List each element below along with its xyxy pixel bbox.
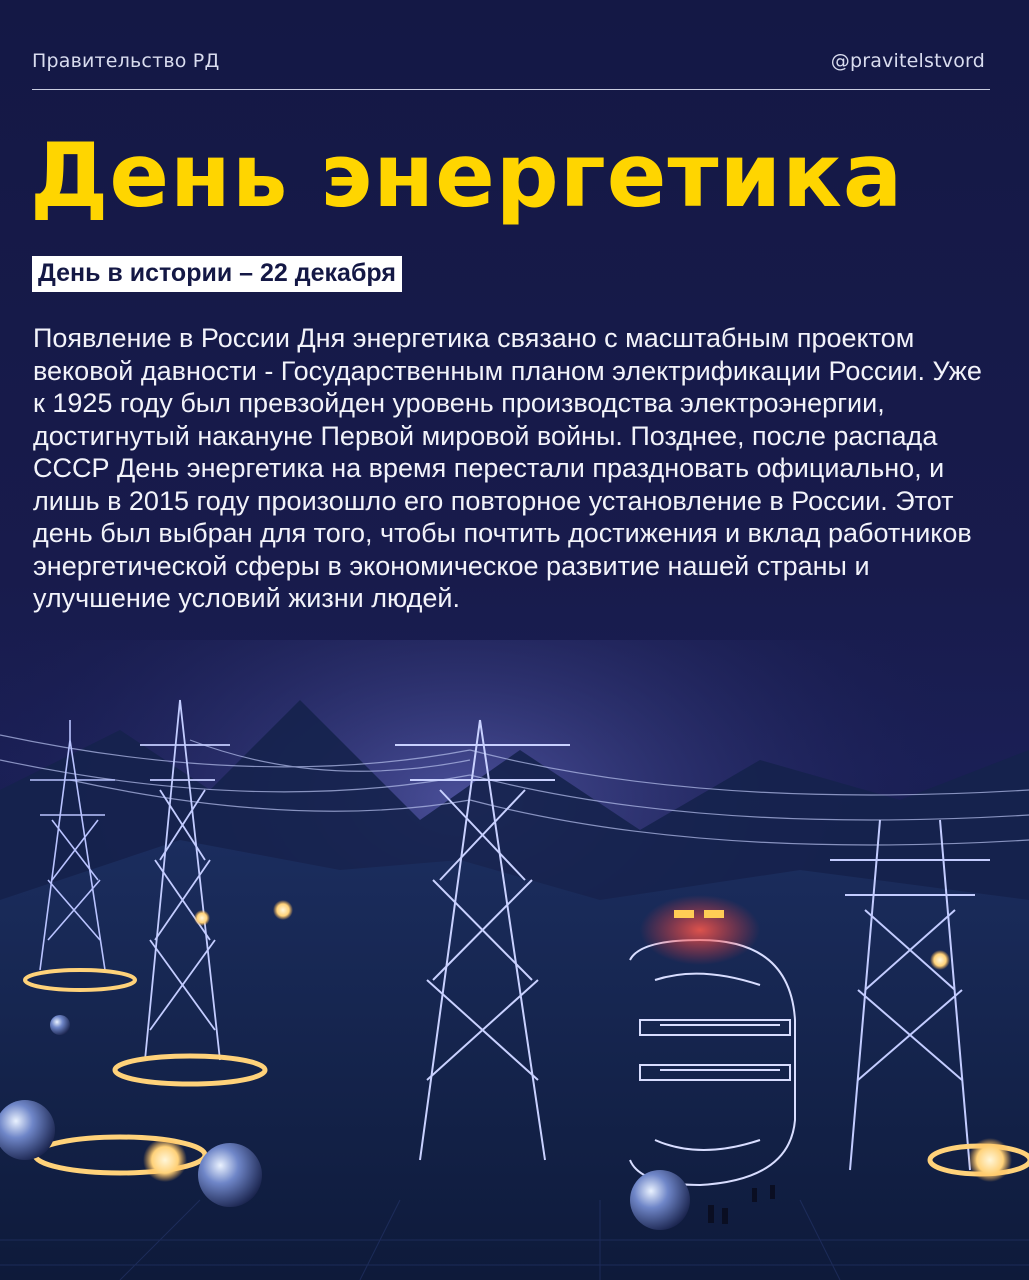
article-text: Появление в России Дня энергетика связано с масштабным проектом вековой давности - Государственным планом электрификации России. Уже к 1925 году был превзойден уровень производства электроэнергии, достигнутый накануне Первой мировой войны. Позднее, после распада СССР День энергетика на время перестали праздновать официально, и лишь в 2015 году произошло его повторное установление в России. Этот день был выбран для того, чтобы почтить достижения и вклад работников энергетической сферы в экономическое развитие нашей страны и улучшение условий жизни людей. xyxy=(33,323,982,613)
org-name: Правительство РД xyxy=(32,50,220,72)
power-lines-illustration xyxy=(0,640,1029,1280)
header-divider xyxy=(32,89,990,90)
social-handle: @pravitelstvord xyxy=(830,50,985,72)
date-badge: День в истории – 22 декабря xyxy=(32,256,402,292)
page-title: День энергетика xyxy=(30,124,904,227)
